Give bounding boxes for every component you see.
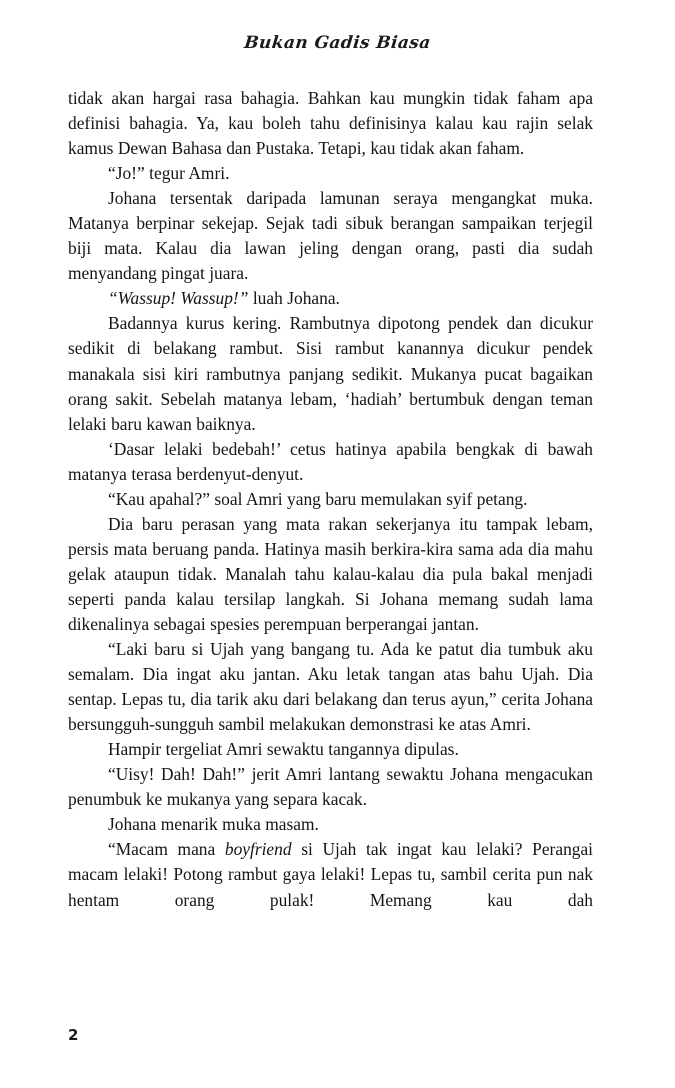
paragraph: “Laki baru si Ujah yang bangang tu. Ada ke patut dia tumbuk aku semalam. Dia ingat aku jantan. Aku letak tangan atas bahu Ujah. Dia sentap. Lepas tu, dia tarik aku dari belakang dan terus ayun,” cerita Johana bersungguh-sungguh sambil melakukan demonstrasi ke atas Amri.	[68, 639, 593, 735]
paragraph: Dia baru perasan yang mata rakan sekerjanya itu tampak lebam, persis mata beruang panda. Hatinya masih berkira-kira sama ada dia mahu gelak ataupun tidak. Manalah tahu kalau-kalau dia pula bakal menjadi seperti panda kalau tersilap langkah. Si Johana memang sudah lama dikenalinya sebagai spesies perempuan berperangai jantan.	[68, 513, 593, 634]
paragraph: Johana menarik muka masam.	[108, 814, 319, 835]
paragraph-with-italic-dialogue	[68, 286, 593, 311]
italic-word: boyfriend	[224, 839, 292, 860]
paragraph-text: luah Johana.	[248, 288, 340, 309]
paragraph: tidak akan hargai rasa bahagia. Bahkan kau mungkin tidak faham apa definisi bahagia. Ya, kau boleh tahu definisinya kalau kau rajin selak kamus Dewan Bahasa dan Pustaka. Tetapi, kau tidak akan faham.	[68, 88, 593, 159]
paragraph-text-before: “Macam mana	[108, 839, 225, 860]
paragraph: “Jo!” tegur Amri.	[108, 163, 230, 184]
italic-dialogue: “Wassup! Wassup!”	[108, 288, 249, 309]
paragraph: “Kau apahal?” soal Amri yang baru memulakan syif petang.	[108, 488, 528, 509]
running-head-title: Bukan Gadis Biasa	[243, 33, 432, 53]
paragraph: Johana tersentak daripada lamunan seraya mengangkat muka. Matanya berpinar sekejap. Sejak tadi sibuk berangan sampaikan terjegil biji mata. Kalau dia lawan jeling dengan orang, pasti dia sudah menyandang pingat juara.	[68, 188, 593, 284]
body-text-column	[68, 86, 593, 938]
paragraph: Hampir tergeliat Amri sewaktu tangannya dipulas.	[108, 739, 459, 760]
paragraph-with-italic-word	[68, 837, 593, 937]
paragraph: “Uisy! Dah! Dah!” jerit Amri lantang sewaktu Johana mengacukan penumbuk ke mukanya yang separa kacak.	[68, 764, 593, 810]
paragraph-text-after: si Ujah tak ingat kau lelaki? Perangai macam lelaki! Potong rambut gaya lelaki! Lepas tu, sambil cerita pun nak hentam orang pulak! Memang kau dah	[68, 839, 594, 910]
paragraph: ‘Dasar lelaki bedebah!’ cetus hatinya apabila bengkak di bawah matanya terasa berdenyut-denyut.	[68, 438, 593, 484]
paragraph: Badannya kurus kering. Rambutnya dipotong pendek dan dicukur sedikit di belakang rambut. Sisi rambut kanannya dicukur pendek manakala sisi kiri rambutnya panjang sedikit. Mukanya pucat bagaikan orang sakit. Sebelah matanya lebam, ‘hadiah’ bertumbuk dengan teman lelaki baru kawan baiknya.	[68, 313, 593, 434]
page-number: 2	[68, 1026, 79, 1044]
